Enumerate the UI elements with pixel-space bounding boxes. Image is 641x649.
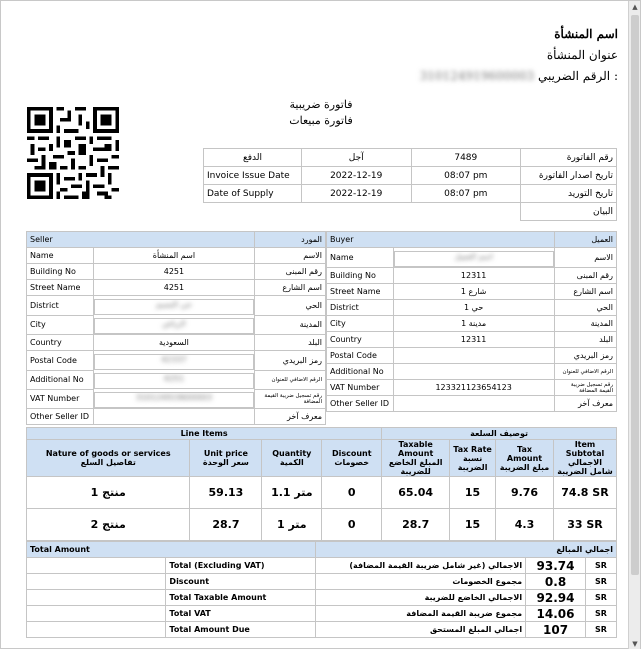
item-name: منتج 1 [27, 477, 190, 509]
line-item-row [27, 477, 617, 509]
column-header [322, 440, 382, 477]
buyer-row-label-en: Postal Code [327, 348, 394, 364]
invoice-number: 7489 [411, 149, 521, 167]
totals-label-ar: مجموع الخصومات [316, 574, 526, 590]
totals-row [27, 622, 617, 638]
issue-label-ar: تاريخ اصدار الفاتورة [521, 167, 617, 185]
item-taxable-amount: 28.7 [382, 509, 450, 541]
item-unit-price: 28.7 [190, 509, 262, 541]
seller-row-label-en: VAT Number [27, 389, 94, 409]
buyer-table [326, 231, 617, 412]
totals-header-ar: اجمالي المبالغ [316, 542, 617, 558]
seller-row-label-en: Additional No [27, 370, 94, 389]
buyer-row-label-ar: معرف آخر [554, 396, 616, 412]
seller-row-label-ar: الاسم [254, 248, 325, 264]
buyer-row [327, 284, 617, 300]
seller-row-value: 4251 [93, 280, 254, 296]
buyer-row [327, 268, 617, 284]
seller-row-value: 42337 [94, 354, 254, 370]
buyer-row-value: 123321123654123 [393, 380, 554, 396]
totals-table [26, 541, 617, 638]
seller-header-en: Seller [27, 232, 255, 248]
item-unit-price: 59.13 [190, 477, 262, 509]
seller-row [27, 280, 326, 296]
line-items-table [26, 427, 617, 541]
buyer-row [327, 248, 617, 268]
buyer-row-label-ar: الرقم الاضافي للعنوان [554, 364, 616, 380]
buyer-row-label-en: Other Seller ID [327, 396, 394, 412]
totals-label-ar: الاجمالي (غير شامل ضريبة القيمة المضافة) [316, 558, 526, 574]
buyer-row-value: حي 1 [393, 300, 554, 316]
item-subtotal-currency: SR [586, 518, 603, 531]
column-header [382, 440, 450, 477]
column-header-ar: تفاصيل السلع [80, 458, 136, 467]
buyer-row-label-en: Street Name [327, 284, 394, 300]
info-row-payment [204, 149, 617, 167]
totals-label-en: Total (Excluding VAT) [166, 558, 316, 574]
buyer-row-label-en: VAT Number [327, 380, 394, 396]
column-header [27, 440, 190, 477]
item-tax-rate: 15 [450, 509, 496, 541]
column-header-en: Discount [331, 449, 372, 458]
line-item-row [27, 509, 617, 541]
seller-header-ar: المورد [254, 232, 325, 248]
seller-row-label-ar: الرقم الاضافي للعنوان [254, 370, 325, 389]
buyer-row-label-ar: رمز البريدي [554, 348, 616, 364]
issue-time: 08:07 pm [411, 167, 521, 185]
item-name: منتج 2 [27, 509, 190, 541]
seller-row-label-en: Building No [27, 264, 94, 280]
line-items-header-ar: توصيف السلعة [382, 428, 617, 440]
issue-label-en: Invoice Issue Date [204, 167, 302, 185]
column-header [190, 440, 262, 477]
qr-code-icon [27, 107, 119, 199]
buyer-header-ar: العميل [554, 232, 616, 248]
buyer-row-value: مدينة 1 [393, 316, 554, 332]
item-subtotal-value: 33 [567, 518, 583, 531]
column-header-ar: خصومات [334, 458, 370, 467]
company-address: عنوان المنشأة [546, 48, 618, 62]
seller-row-label-en: Country [27, 335, 94, 351]
buyer-header [327, 232, 617, 248]
column-header [262, 440, 322, 477]
totals-currency: SR [586, 574, 617, 590]
payment-value: آجل [301, 149, 411, 167]
seller-row-value: السعودية [93, 335, 254, 351]
supply-label-en: Date of Supply [204, 185, 302, 203]
totals-label-ar: الاجمالي الخاضع للضريبة [316, 590, 526, 606]
totals-label-ar: اجمالي المبلغ المستحق [316, 622, 526, 638]
seller-row-value: 4251 [93, 264, 254, 280]
totals-row [27, 590, 617, 606]
seller-row [27, 335, 326, 351]
column-header-ar: نسبة الضريبة [457, 453, 488, 472]
line-items-header-en: Line Items [27, 428, 382, 440]
buyer-row-value: 12311 [393, 268, 554, 284]
totals-header-en: Total Amount [27, 542, 316, 558]
column-header-en: Item Subtotal [565, 440, 605, 458]
totals-spacer [27, 590, 166, 606]
column-header [496, 440, 554, 477]
seller-row-label-en: Name [27, 248, 94, 264]
seller-row-label-ar: معرف آخر [254, 409, 325, 425]
seller-row-value: 4251 [94, 373, 254, 389]
line-items-columns [27, 440, 617, 477]
column-header-en: Tax Rate [453, 444, 492, 454]
scroll-up-icon[interactable]: ▲ [632, 3, 638, 11]
buyer-row-value [393, 396, 554, 412]
item-subtotal-value: 74.8 [561, 486, 589, 499]
buyer-row [327, 316, 617, 332]
vertical-scrollbar[interactable] [628, 1, 640, 649]
seller-row-value: الرياض [94, 318, 254, 334]
company-vat-label: الرقم الضريبي : [538, 69, 618, 83]
seller-row [27, 370, 326, 389]
totals-row [27, 558, 617, 574]
totals-header [27, 542, 617, 558]
buyer-row-label-en: Building No [327, 268, 394, 284]
item-discount: 0 [322, 509, 382, 541]
column-header-en: Unit price [203, 449, 248, 458]
buyer-row [327, 380, 617, 396]
totals-label-en: Total VAT [166, 606, 316, 622]
totals-value: 93.74 [526, 558, 586, 574]
seller-row-label-en: Street Name [27, 280, 94, 296]
totals-currency: SR [586, 622, 617, 638]
item-taxable-amount: 65.04 [382, 477, 450, 509]
seller-row [27, 315, 326, 335]
supply-label-ar: تاريخ التوريد [521, 185, 617, 203]
column-header [553, 440, 616, 477]
buyer-row-label-ar: اسم الشارع [554, 284, 616, 300]
buyer-row-value: 12311 [393, 332, 554, 348]
seller-header [27, 232, 326, 248]
info-row-statement [204, 203, 617, 221]
column-header-en: Nature of goods or services [45, 449, 171, 458]
line-items-header [27, 428, 617, 440]
column-header-en: Taxable Amount [398, 440, 434, 458]
item-subtotal [553, 509, 616, 541]
buyer-row-value [393, 348, 554, 364]
payment-label: الدفع [204, 149, 302, 167]
item-subtotal [553, 477, 616, 509]
item-quantity: 1.1 متر [262, 477, 322, 509]
totals-row [27, 574, 617, 590]
seller-row-value: اسم المنشأة [93, 248, 254, 264]
invoice-number-label: رقم الفاتورة [521, 149, 617, 167]
item-subtotal-currency: SR [592, 486, 609, 499]
totals-spacer [27, 558, 166, 574]
column-header-en: Quantity [272, 449, 312, 458]
issue-date: 2022-12-19 [301, 167, 411, 185]
seller-row-label-en: District [27, 296, 94, 316]
column-header [450, 440, 496, 477]
buyer-row-value: اسم العميل [394, 251, 554, 267]
buyer-row [327, 348, 617, 364]
statement-label: البيان [521, 203, 617, 221]
totals-value: 0.8 [526, 574, 586, 590]
info-row-issue [204, 167, 617, 185]
seller-row-value: 310124919600003 [94, 392, 254, 408]
seller-row [27, 351, 326, 371]
totals-label-en: Discount [166, 574, 316, 590]
seller-row-label-ar: اسم الشارع [254, 280, 325, 296]
seller-row-label-ar: رقم تسجيل ضريبة القيمة المضافة [254, 389, 325, 409]
totals-spacer [27, 574, 166, 590]
supply-time: 08:07 pm [411, 185, 521, 203]
buyer-row [327, 364, 617, 380]
totals-label-ar: مجموع ضريبة القيمة المضافة [316, 606, 526, 622]
totals-value: 92.94 [526, 590, 586, 606]
buyer-row-label-en: District [327, 300, 394, 316]
totals-value: 107 [526, 622, 586, 638]
item-tax-amount: 9.76 [496, 477, 554, 509]
seller-row-value: حي النسيم [94, 299, 254, 315]
column-header-ar: الكمية [279, 458, 304, 467]
seller-row-label-ar: رمز البريدي [254, 351, 325, 371]
totals-spacer [27, 622, 166, 638]
item-tax-amount: 4.3 [496, 509, 554, 541]
seller-row-label-en: Other Seller ID [27, 409, 94, 425]
buyer-header-en: Buyer [327, 232, 555, 248]
buyer-row [327, 300, 617, 316]
supply-date: 2022-12-19 [301, 185, 411, 203]
company-vat [420, 69, 618, 83]
totals-label-en: Total Taxable Amount [166, 590, 316, 606]
item-tax-rate: 15 [450, 477, 496, 509]
seller-row-label-ar: البلد [254, 335, 325, 351]
seller-row [27, 296, 326, 316]
buyer-row-label-ar: رقم تسجيل ضريبة القيمة المضافة [554, 380, 616, 396]
seller-row-value [93, 409, 254, 425]
totals-value: 14.06 [526, 606, 586, 622]
buyer-row-label-en: Name [327, 248, 394, 268]
seller-table [26, 231, 326, 425]
seller-row-label-ar: المدينة [254, 315, 325, 335]
buyer-row-label-en: City [327, 316, 394, 332]
column-header-ar: مبلغ الضريبة [499, 462, 550, 472]
info-row-supply [204, 185, 617, 203]
totals-spacer [27, 606, 166, 622]
buyer-row [327, 396, 617, 412]
buyer-row-label-en: Country [327, 332, 394, 348]
seller-row [27, 409, 326, 425]
company-name: اسم المنشأة [554, 27, 618, 41]
seller-row-label-ar: رقم المبنى [254, 264, 325, 280]
totals-label-en: Total Amount Due [166, 622, 316, 638]
buyer-row-label-ar: الاسم [554, 248, 616, 268]
totals-currency: SR [586, 558, 617, 574]
seller-row-label-en: City [27, 315, 94, 335]
scroll-down-icon[interactable]: ▼ [632, 640, 638, 648]
column-header-ar: الاجمالي شامل الضريبة [557, 458, 613, 476]
column-header-ar: سعر الوحدة [202, 458, 249, 467]
buyer-row-value [393, 364, 554, 380]
item-discount: 0 [322, 477, 382, 509]
invoice-info-table [203, 148, 617, 221]
column-header-en: Tax Amount [506, 444, 543, 463]
seller-row [27, 248, 326, 264]
scrollbar-thumb[interactable] [631, 15, 639, 575]
company-vat-value: 310124919600003 [419, 69, 535, 83]
item-quantity: 1 متر [262, 509, 322, 541]
title-tax-invoice: فاتورة ضريبية [289, 98, 353, 111]
totals-currency: SR [586, 606, 617, 622]
buyer-row-label-ar: البلد [554, 332, 616, 348]
title-sales-invoice: فاتورة مبيعات [289, 114, 353, 127]
buyer-row-label-ar: الحي [554, 300, 616, 316]
buyer-row-label-ar: رقم المبنى [554, 268, 616, 284]
column-header-ar: المبلغ الخاضع للضريبة [388, 458, 443, 476]
buyer-row-value: شارع 1 [393, 284, 554, 300]
totals-row [27, 606, 617, 622]
totals-currency: SR [586, 590, 617, 606]
buyer-row-label-en: Additional No [327, 364, 394, 380]
seller-row-label-ar: الحي [254, 296, 325, 316]
seller-row [27, 264, 326, 280]
seller-row [27, 389, 326, 409]
buyer-row [327, 332, 617, 348]
buyer-row-label-ar: المدينة [554, 316, 616, 332]
seller-row-label-en: Postal Code [27, 351, 94, 371]
